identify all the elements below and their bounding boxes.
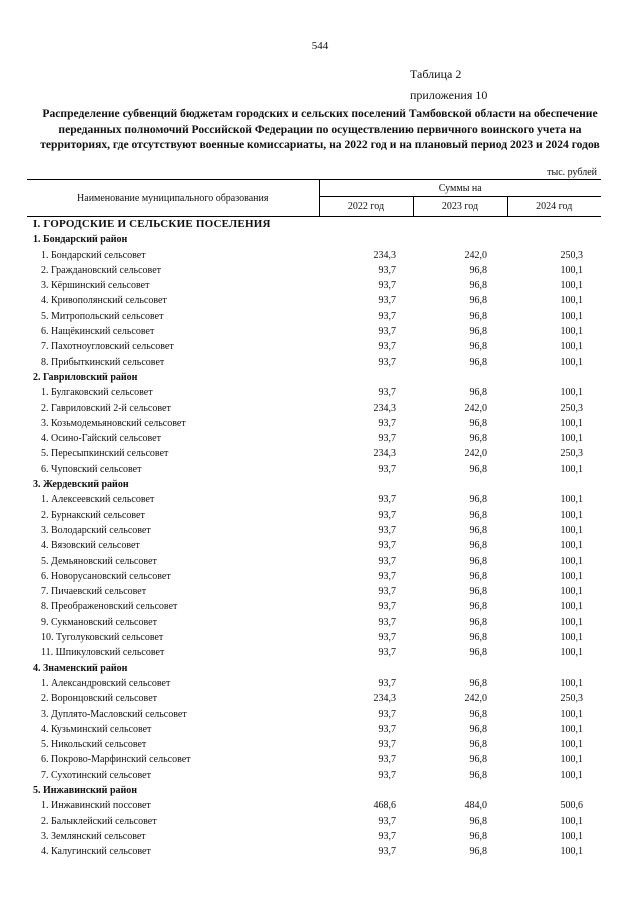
amount-2023: 96,8 <box>469 433 487 445</box>
table-row <box>27 630 601 645</box>
settlement-name: 4. Калугинский сельсовет <box>41 846 151 858</box>
amount-2024: 100,1 <box>560 815 584 827</box>
amount-2022: 93,7 <box>378 754 396 766</box>
settlement-name: 5. Демьяновский сельсовет <box>41 555 157 567</box>
settlement-name: 3. Кёршинский сельсовет <box>41 280 150 292</box>
table-row <box>27 248 601 263</box>
table-row <box>27 263 601 278</box>
settlement-name: 7. Пахотноугловский сельсовет <box>41 341 174 353</box>
settlement-name: 2. Бурнакский сельсовет <box>41 509 145 521</box>
table-row <box>27 798 601 813</box>
amount-2024: 250,3 <box>560 249 584 261</box>
table-row <box>27 707 601 722</box>
amount-2022 <box>319 370 413 385</box>
table-row <box>27 293 601 308</box>
settlement-name: 4. Вязовский сельсовет <box>41 540 140 552</box>
settlement-name: 6. Нащёкинский сельсовет <box>41 326 155 338</box>
amount-2022: 468,6 <box>373 800 396 812</box>
amount-2023: 96,8 <box>469 647 487 659</box>
amount-2022: 93,7 <box>378 677 396 689</box>
amount-2022: 93,7 <box>378 295 396 307</box>
amount-2024: 100,1 <box>560 739 584 751</box>
table-row <box>27 737 601 752</box>
amount-2023: 96,8 <box>469 280 487 292</box>
amount-2024: 100,1 <box>560 463 584 475</box>
amount-2024: 100,1 <box>560 555 584 567</box>
amount-2023: 96,8 <box>469 310 487 322</box>
amount-2022 <box>319 783 413 798</box>
table-row <box>27 814 601 829</box>
amount-2023 <box>413 370 507 385</box>
amount-2023: 96,8 <box>469 341 487 353</box>
table-row <box>27 324 601 339</box>
amount-2022: 93,7 <box>378 264 396 276</box>
district-name: 2. Гавриловский район <box>33 371 138 383</box>
name-column-header: Наименование муниципального образования <box>27 180 319 217</box>
amount-2022: 93,7 <box>378 433 396 445</box>
settlement-name: 5. Митропольский сельсовет <box>41 310 164 322</box>
amount-2022 <box>319 661 413 676</box>
settlement-name: 4. Кузьминский сельсовет <box>41 723 152 735</box>
amount-2022: 93,7 <box>378 387 396 399</box>
units-label: тыс. рублей <box>547 167 597 178</box>
settlement-name: 1. Бондарский сельсовет <box>41 249 146 261</box>
table-row <box>27 554 601 569</box>
table-row <box>27 691 601 706</box>
amount-2023: 96,8 <box>469 295 487 307</box>
amount-2022: 93,7 <box>378 601 396 613</box>
year-header-2022: 2022 год <box>319 197 413 217</box>
page-number: 544 <box>311 40 329 52</box>
table-row <box>27 385 601 400</box>
amount-2023: 96,8 <box>469 632 487 644</box>
amount-2024: 100,1 <box>560 524 584 536</box>
amount-2022: 93,7 <box>378 769 396 781</box>
table-row <box>27 431 601 446</box>
district-name: 5. Инжавинский район <box>33 784 138 796</box>
amount-2022: 93,7 <box>378 723 396 735</box>
amount-2024: 100,1 <box>560 754 584 766</box>
amount-2022: 93,7 <box>378 632 396 644</box>
settlement-name: 5. Пересыпкинский сельсовет <box>41 448 169 460</box>
amount-2023: 96,8 <box>469 540 487 552</box>
settlement-name: 1. Александровский сельсовет <box>41 677 171 689</box>
settlement-name: 8. Прибыткинский сельсовет <box>41 356 165 368</box>
amount-2023: 96,8 <box>469 356 487 368</box>
amount-2022: 93,7 <box>378 280 396 292</box>
settlement-name: 11. Шпикуловский сельсовет <box>41 647 165 659</box>
settlement-name: 5. Никольский сельсовет <box>41 739 147 751</box>
appendix-label: приложения 10 <box>410 88 488 102</box>
amount-2023: 96,8 <box>469 754 487 766</box>
table-row <box>27 523 601 538</box>
table-row <box>27 339 601 354</box>
settlement-name: 7. Сухотинский сельсовет <box>41 769 151 781</box>
table-row <box>27 492 601 507</box>
amount-2022: 93,7 <box>378 326 396 338</box>
table-row <box>27 645 601 660</box>
amount-2022: 234,3 <box>373 402 396 414</box>
table-row <box>27 309 601 324</box>
table-row <box>27 584 601 599</box>
amount-2022: 93,7 <box>378 463 396 475</box>
settlement-name: 3. Володарский сельсовет <box>41 524 151 536</box>
amount-2022: 93,7 <box>378 846 396 858</box>
district-row <box>27 661 601 676</box>
settlement-name: 2. Граждановский сельсовет <box>41 264 161 276</box>
amount-2022: 93,7 <box>378 586 396 598</box>
amount-2022: 93,7 <box>378 494 396 506</box>
amount-2022: 93,7 <box>378 647 396 659</box>
amount-2023: 96,8 <box>469 463 487 475</box>
amount-2023 <box>413 783 507 798</box>
amount-2024: 100,1 <box>560 723 584 735</box>
settlement-name: 9. Сукмановский сельсовет <box>41 616 157 628</box>
table-row <box>27 844 601 859</box>
sums-column-header: Суммы на <box>319 180 601 197</box>
table-body <box>27 217 601 860</box>
table-row <box>27 722 601 737</box>
amount-2022 <box>319 217 413 233</box>
amount-2024: 100,1 <box>560 341 584 353</box>
amount-2024: 100,1 <box>560 540 584 552</box>
settlement-name: 3. Дуплято-Масловский сельсовет <box>41 708 187 720</box>
settlement-name: 2. Балыклейский сельсовет <box>41 815 157 827</box>
amount-2024: 100,1 <box>560 570 584 582</box>
amount-2024: 100,1 <box>560 769 584 781</box>
amount-2024: 100,1 <box>560 586 584 598</box>
amount-2023: 96,8 <box>469 264 487 276</box>
table-row <box>27 446 601 461</box>
amount-2023: 96,8 <box>469 601 487 613</box>
amount-2022: 93,7 <box>378 417 396 429</box>
amount-2024: 250,3 <box>560 448 584 460</box>
district-row <box>27 232 601 247</box>
amount-2023: 96,8 <box>469 524 487 536</box>
subsidy-table <box>27 179 601 859</box>
table-row <box>27 401 601 416</box>
amount-2022: 93,7 <box>378 555 396 567</box>
district-row <box>27 370 601 385</box>
year-header-2023: 2023 год <box>413 197 507 217</box>
amount-2024: 100,1 <box>560 417 584 429</box>
amount-2022: 93,7 <box>378 739 396 751</box>
amount-2024: 100,1 <box>560 632 584 644</box>
table-row <box>27 278 601 293</box>
amount-2024: 100,1 <box>560 494 584 506</box>
amount-2024: 100,1 <box>560 601 584 613</box>
amount-2023: 484,0 <box>464 800 487 812</box>
settlement-name: 1. Алексеевский сельсовет <box>41 494 155 506</box>
amount-2024: 500,6 <box>560 800 584 812</box>
table-row <box>27 416 601 431</box>
amount-2023: 96,8 <box>469 555 487 567</box>
table-row <box>27 676 601 691</box>
amount-2023: 96,8 <box>469 616 487 628</box>
settlement-name: 6. Чуповский сельсовет <box>41 463 142 475</box>
settlement-name: 6. Покрово-Марфинский сельсовет <box>41 754 191 766</box>
amount-2024: 100,1 <box>560 387 584 399</box>
settlement-name: 8. Преображеновский сельсовет <box>41 601 178 613</box>
amount-2023: 96,8 <box>469 326 487 338</box>
settlement-name: 3. Козьмодемьяновский сельсовет <box>41 417 186 429</box>
amount-2022: 93,7 <box>378 815 396 827</box>
amount-2024 <box>507 232 601 247</box>
amount-2024: 250,3 <box>560 402 584 414</box>
district-name: 4. Знаменский район <box>33 662 128 674</box>
amount-2022 <box>319 232 413 247</box>
amount-2022: 234,3 <box>373 448 396 460</box>
table-label: Таблица 2 <box>410 67 462 81</box>
table-row <box>27 829 601 844</box>
district-row <box>27 783 601 798</box>
settlement-name: 4. Кривополянский сельсовет <box>41 295 167 307</box>
amount-2023: 96,8 <box>469 494 487 506</box>
amount-2023 <box>413 661 507 676</box>
settlement-name: 3. Землянский сельсовет <box>41 830 146 842</box>
amount-2023: 96,8 <box>469 387 487 399</box>
amount-2023: 96,8 <box>469 846 487 858</box>
amount-2024: 100,1 <box>560 280 584 292</box>
amount-2022: 93,7 <box>378 830 396 842</box>
table-row <box>27 538 601 553</box>
amount-2022: 93,7 <box>378 310 396 322</box>
amount-2023: 96,8 <box>469 570 487 582</box>
amount-2024 <box>507 783 601 798</box>
section-row <box>27 217 601 233</box>
district-name: 3. Жердевский район <box>33 479 129 491</box>
table-row <box>27 355 601 370</box>
amount-2022: 93,7 <box>378 708 396 720</box>
settlement-name: 1. Булгаковский сельсовет <box>41 387 153 399</box>
amount-2022: 93,7 <box>378 356 396 368</box>
settlement-name: 1. Инжавинский поссовет <box>41 800 151 812</box>
amount-2023: 96,8 <box>469 677 487 689</box>
table-row <box>27 508 601 523</box>
amount-2024 <box>507 661 601 676</box>
settlement-name: 10. Туголуковский сельсовет <box>41 632 164 644</box>
amount-2022: 234,3 <box>373 693 396 705</box>
amount-2024: 100,1 <box>560 356 584 368</box>
table-row <box>27 752 601 767</box>
settlement-name: 4. Осино-Гайский сельсовет <box>41 433 161 445</box>
settlement-name: 7. Пичаевский сельсовет <box>41 586 147 598</box>
amount-2024 <box>507 217 601 233</box>
table-row <box>27 599 601 614</box>
amount-2023 <box>413 477 507 492</box>
table-row <box>27 462 601 477</box>
settlement-name: 6. Новорусановский сельсовет <box>41 570 171 582</box>
amount-2023 <box>413 232 507 247</box>
document-title: Распределение субвенций бюджетам городских и сельских поселений Тамбовской области на обеспечение переданных полномочий Российской Федерации по осуществлению первичного воинского учета на территориях, где отсутствуют военные комиссариаты, на 2022 год и на плановый период 2023 и 2024 годов <box>40 107 600 151</box>
amount-2024: 100,1 <box>560 509 584 521</box>
amount-2023: 242,0 <box>464 249 487 261</box>
amount-2024: 250,3 <box>560 693 584 705</box>
table-row <box>27 768 601 783</box>
section-title: I. ГОРОДСКИЕ И СЕЛЬСКИЕ ПОСЕЛЕНИЯ <box>33 218 271 230</box>
settlement-name: 2. Воронцовский сельсовет <box>41 693 157 705</box>
amount-2024: 100,1 <box>560 677 584 689</box>
amount-2024: 100,1 <box>560 647 584 659</box>
amount-2024: 100,1 <box>560 616 584 628</box>
amount-2022: 93,7 <box>378 509 396 521</box>
amount-2022: 93,7 <box>378 524 396 536</box>
amount-2024: 100,1 <box>560 295 584 307</box>
amount-2023: 96,8 <box>469 739 487 751</box>
amount-2024: 100,1 <box>560 830 584 842</box>
amount-2023 <box>413 217 507 233</box>
amount-2024: 100,1 <box>560 264 584 276</box>
amount-2023: 96,8 <box>469 708 487 720</box>
amount-2024: 100,1 <box>560 326 584 338</box>
amount-2024: 100,1 <box>560 310 584 322</box>
amount-2024: 100,1 <box>560 433 584 445</box>
year-header-2024: 2024 год <box>507 197 601 217</box>
district-row <box>27 477 601 492</box>
table-row <box>27 615 601 630</box>
amount-2024 <box>507 477 601 492</box>
amount-2023: 96,8 <box>469 723 487 735</box>
amount-2023: 96,8 <box>469 830 487 842</box>
amount-2023: 96,8 <box>469 417 487 429</box>
amount-2024 <box>507 370 601 385</box>
amount-2023: 242,0 <box>464 448 487 460</box>
amount-2023: 96,8 <box>469 815 487 827</box>
amount-2022 <box>319 477 413 492</box>
amount-2024: 100,1 <box>560 846 584 858</box>
amount-2023: 242,0 <box>464 402 487 414</box>
amount-2024: 100,1 <box>560 708 584 720</box>
amount-2022: 93,7 <box>378 570 396 582</box>
amount-2023: 96,8 <box>469 509 487 521</box>
amount-2023: 96,8 <box>469 769 487 781</box>
amount-2023: 242,0 <box>464 693 487 705</box>
amount-2023: 96,8 <box>469 586 487 598</box>
amount-2022: 93,7 <box>378 540 396 552</box>
amount-2022: 93,7 <box>378 616 396 628</box>
table-row <box>27 569 601 584</box>
district-name: 1. Бондарский район <box>33 234 128 246</box>
settlement-name: 2. Гавриловский 2-й сельсовет <box>41 402 171 414</box>
amount-2022: 234,3 <box>373 249 396 261</box>
amount-2022: 93,7 <box>378 341 396 353</box>
